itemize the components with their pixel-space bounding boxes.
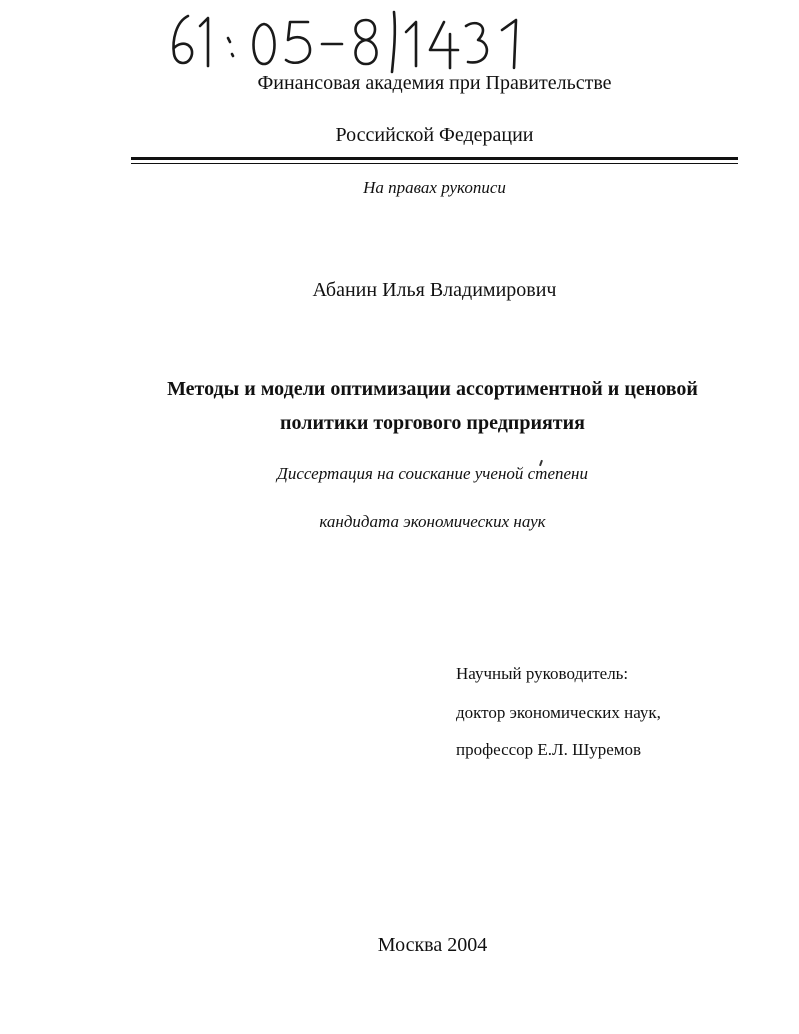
advisor-name: профессор Е.Л. Шуремов: [456, 740, 642, 759]
author-name: Абанин Илья Владимирович: [312, 279, 557, 301]
manuscript-note: На правах рукописи: [363, 178, 506, 197]
thesis-title-line-1: Методы и модели оптимизации ассортиментной и ценовой: [167, 378, 698, 400]
city-year: Москва 2004: [377, 934, 488, 956]
organization-line-2: Российской Федерации: [335, 124, 534, 146]
advisor-label: Научный руководитель:: [456, 664, 629, 683]
advisor-degree: доктор экономических наук,: [456, 703, 661, 722]
organization-line-1: Финансовая академия при Правительстве: [257, 72, 612, 94]
handwritten-catalog-code: [166, 8, 536, 74]
header-divider-thin: [131, 163, 738, 164]
dissertation-line-2: кандидата экономических наук: [319, 512, 546, 531]
dissertation-line-1: Диссертация на соискание ученой степени: [277, 464, 588, 483]
header-divider-thick: [131, 157, 738, 160]
handwritten-code-drawing: [166, 8, 536, 74]
thesis-title-line-2: политики торгового предприятия: [280, 412, 585, 434]
